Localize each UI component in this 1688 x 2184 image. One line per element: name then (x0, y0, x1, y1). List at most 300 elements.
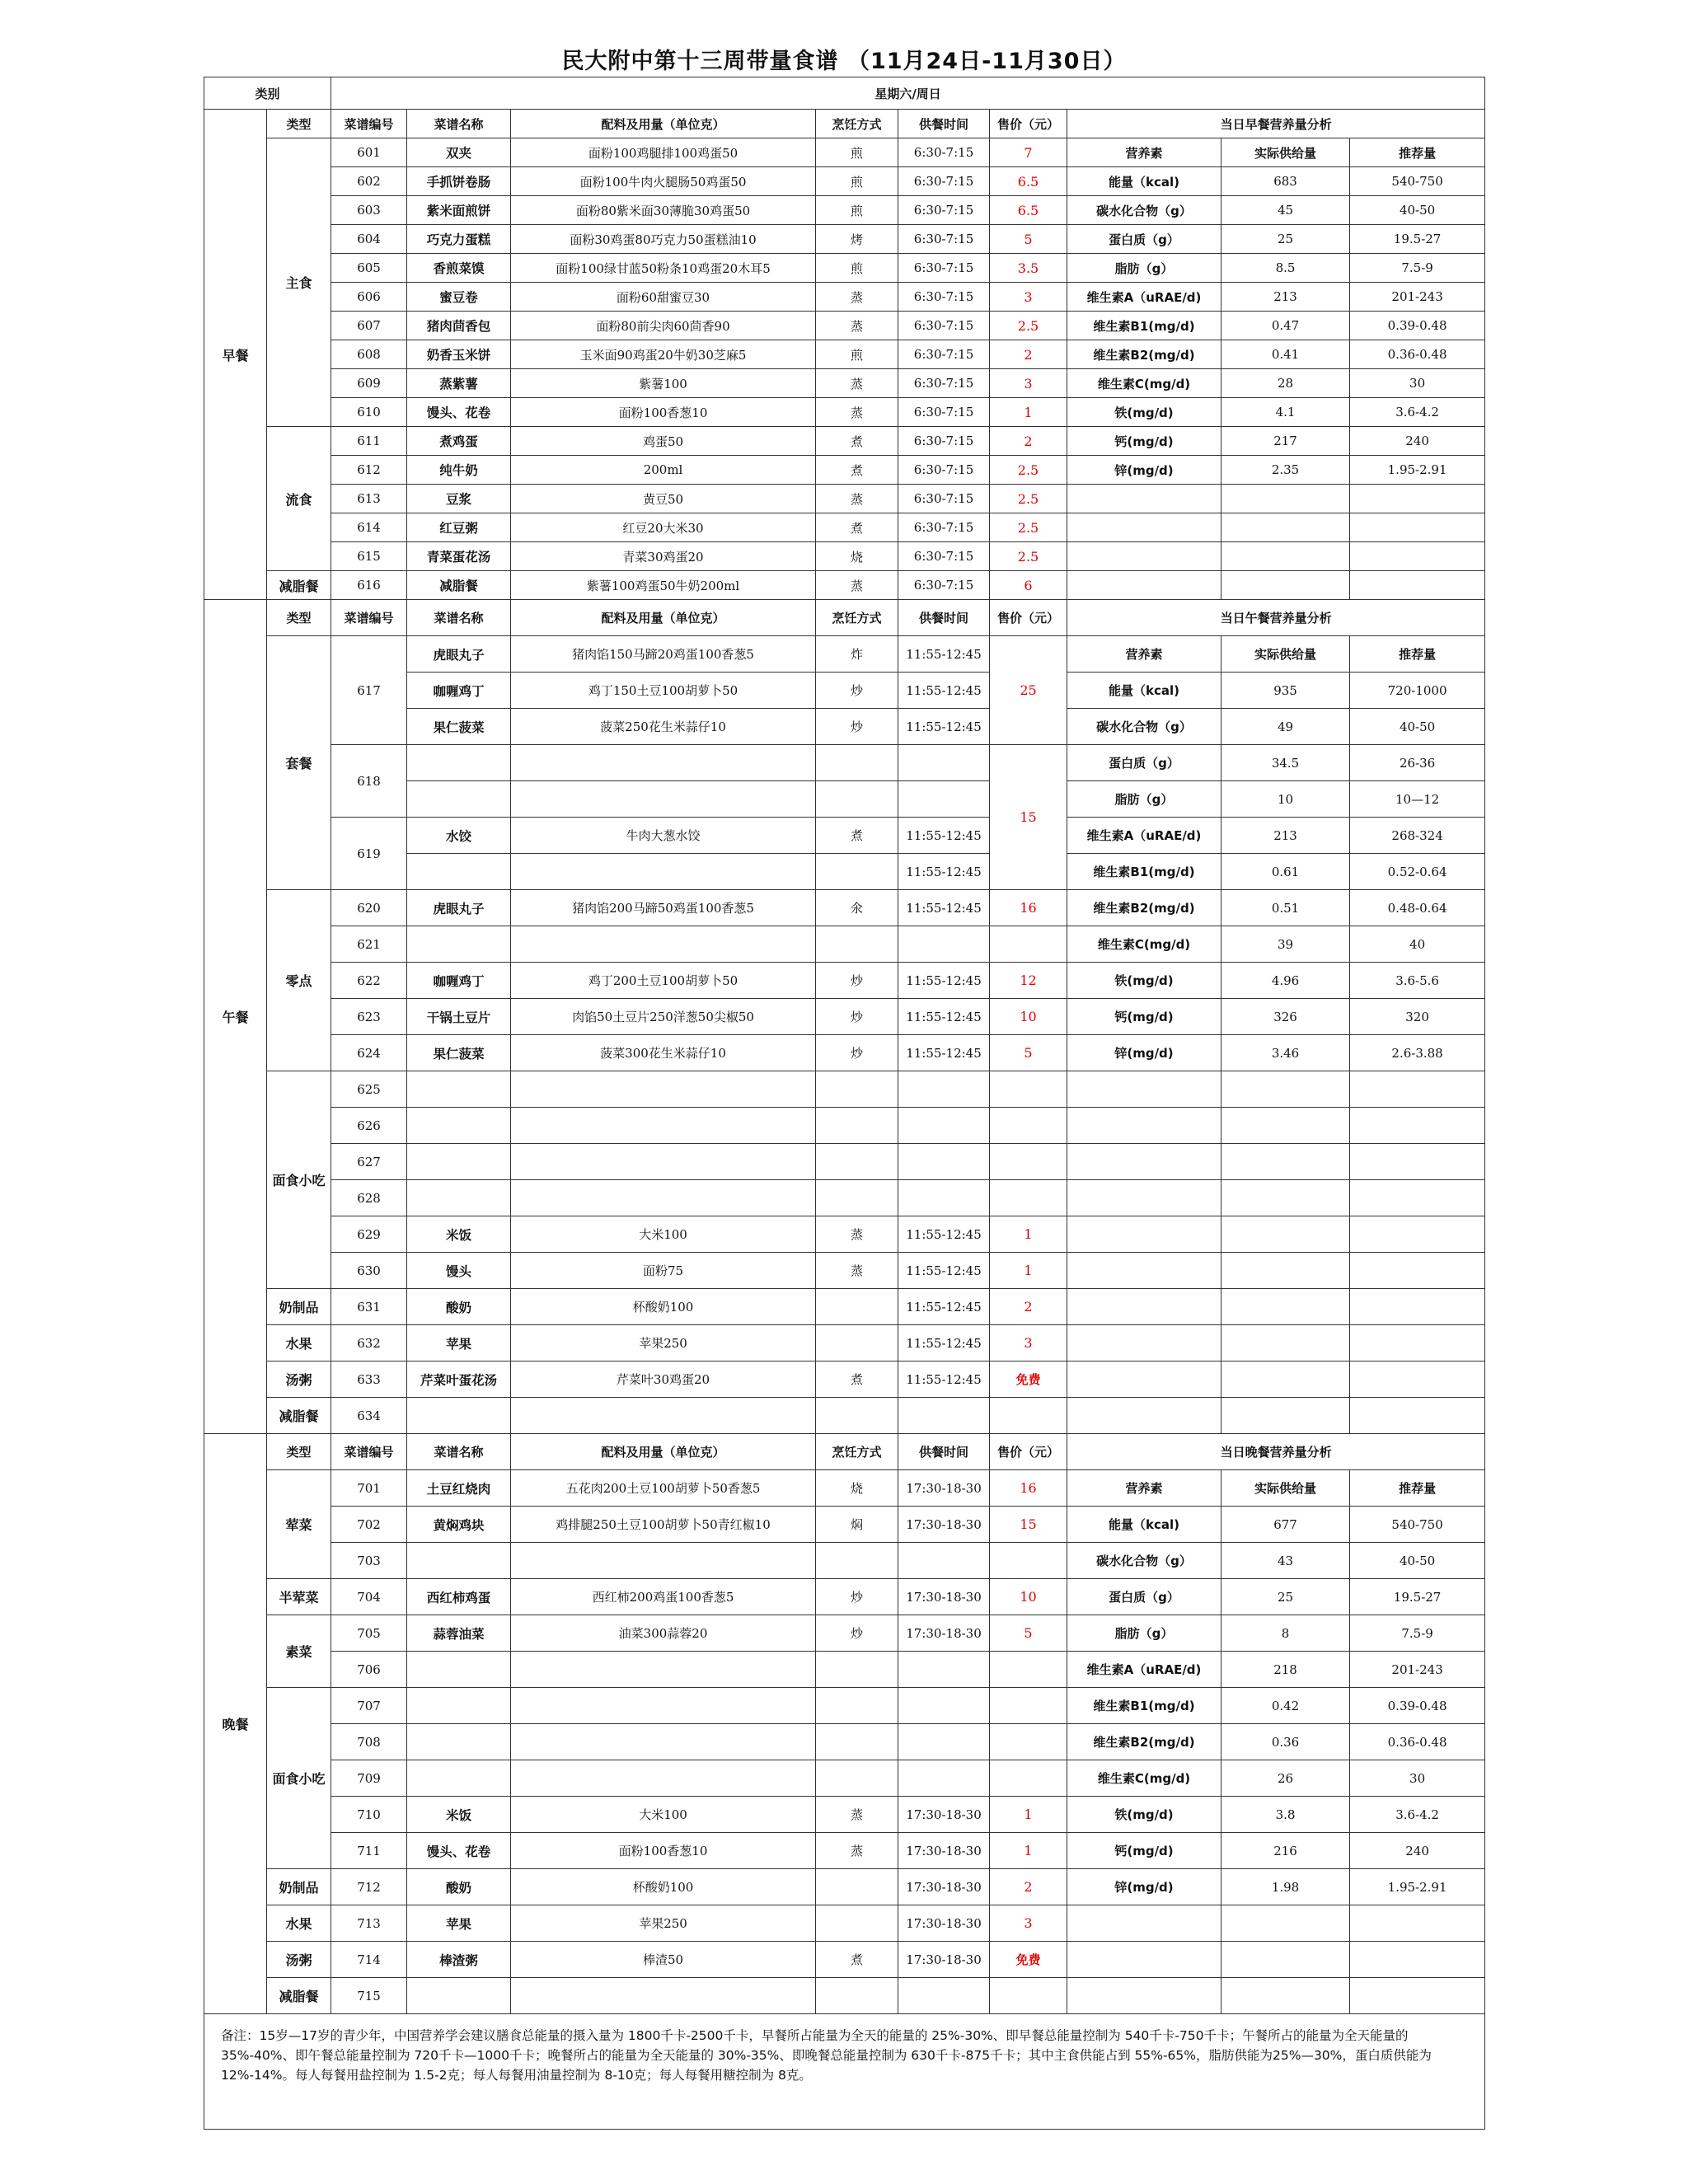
actual-header: 实际供给量 (1221, 636, 1350, 673)
dish-method (816, 926, 898, 963)
dish-name: 蜜豆卷 (407, 283, 511, 312)
table-cell (1221, 1108, 1350, 1144)
table-row (204, 398, 1485, 427)
table-row (204, 254, 1485, 283)
dish-code: 710 (331, 1797, 407, 1833)
table-cell (407, 781, 511, 818)
dish-method: 煎 (816, 196, 898, 225)
dish-name: 咖喱鸡丁 (407, 673, 511, 709)
table-cell (816, 745, 898, 781)
dish-name (407, 1688, 511, 1724)
page-title: 民大附中第十三周带量食谱 （11月24日-11月30日） (561, 49, 1127, 74)
table-row (204, 1507, 1485, 1543)
nutrient-actual: 0.36 (1221, 1724, 1350, 1760)
table-cell (1067, 1905, 1221, 1942)
dish-time (898, 1760, 990, 1797)
dish-method: 炒 (816, 1615, 898, 1652)
dish-time: 6:30-7:15 (898, 254, 990, 283)
dish-code: 706 (331, 1652, 407, 1688)
dish-ingredients: 面粉100香葱10 (511, 398, 816, 427)
dish-name: 奶香玉米饼 (407, 340, 511, 369)
nutrient-name: 钙(mg/d) (1067, 427, 1221, 456)
dish-time (898, 1724, 990, 1760)
dish-price: 3 (990, 369, 1067, 398)
dish-code: 628 (331, 1180, 407, 1216)
table-cell (1350, 1108, 1485, 1144)
table-cell (1067, 1942, 1221, 1978)
nutrient-actual: 0.41 (1221, 340, 1350, 369)
method-header: 烹饪方式 (816, 110, 898, 138)
dish-price: 3 (990, 283, 1067, 312)
dish-ingredients: 猪肉馅200马蹄50鸡蛋100香葱5 (511, 890, 816, 926)
table-cell (1350, 1361, 1485, 1398)
meal-label: 午餐 (204, 600, 267, 1434)
dish-name (407, 1724, 511, 1760)
table-cell (1221, 1325, 1350, 1361)
dish-time: 11:55-12:45 (898, 673, 990, 709)
dish-code: 629 (331, 1216, 407, 1253)
nutrient-actual: 216 (1221, 1833, 1350, 1869)
category-label: 零点 (267, 890, 331, 1071)
dish-price: 12 (990, 963, 1067, 999)
recommended-header: 推荐量 (1350, 1470, 1485, 1507)
dish-time: 11:55-12:45 (898, 999, 990, 1035)
dish-name: 巧克力蛋糕 (407, 225, 511, 254)
dish-name (407, 926, 511, 963)
nutrient-actual: 25 (1221, 225, 1350, 254)
dish-code: 713 (331, 1905, 407, 1942)
dish-code: 625 (331, 1071, 407, 1108)
nutrient-header: 营养素 (1067, 1470, 1221, 1507)
table-cell (1221, 1978, 1350, 2014)
table-cell (1350, 571, 1485, 600)
table-row (204, 196, 1485, 225)
table-cell (1067, 571, 1221, 600)
dish-time: 6:30-7:15 (898, 369, 990, 398)
dish-method: 蒸 (816, 1797, 898, 1833)
table-cell (1350, 1325, 1485, 1361)
nutrient-actual: 49 (1221, 709, 1350, 745)
dish-code: 632 (331, 1325, 407, 1361)
dish-code: 613 (331, 485, 407, 513)
dish-price: 1 (990, 1833, 1067, 1869)
nutrient-actual: 0.47 (1221, 312, 1350, 340)
dish-price: 3 (990, 1905, 1067, 1942)
dish-ingredients: 油菜300蒜蓉20 (511, 1615, 816, 1652)
nutrient-name: 铁(mg/d) (1067, 963, 1221, 999)
dish-time: 11:55-12:45 (898, 963, 990, 999)
dish-time: 17:30-18-30 (898, 1833, 990, 1869)
dish-name (407, 1543, 511, 1579)
table-row (204, 1470, 1485, 1507)
dish-price: 16 (990, 1470, 1067, 1507)
table-row (204, 138, 1485, 167)
table-cell (1350, 1905, 1485, 1942)
dish-code: 703 (331, 1543, 407, 1579)
dish-method: 蒸 (816, 312, 898, 340)
dish-code: 609 (331, 369, 407, 398)
category-label: 主食 (267, 138, 331, 427)
nutrient-name: 维生素B2(mg/d) (1067, 1724, 1221, 1760)
dish-time (898, 1144, 990, 1180)
nutrition-title: 当日早餐营养量分析 (1067, 110, 1485, 138)
dish-price: 2.5 (990, 485, 1067, 513)
dish-method: 烧 (816, 542, 898, 571)
table-row (204, 1869, 1485, 1905)
dish-time: 17:30-18-30 (898, 1869, 990, 1905)
dish-code: 603 (331, 196, 407, 225)
dish-ingredients: 红豆20大米30 (511, 513, 816, 542)
table-row (204, 369, 1485, 398)
dish-ingredients: 鸡丁200土豆100胡萝卜50 (511, 963, 816, 999)
category-header: 类别 (204, 77, 331, 110)
table-row (204, 1144, 1485, 1180)
header-row (204, 600, 1485, 636)
dish-name: 青菜蛋花汤 (407, 542, 511, 571)
dish-code: 615 (331, 542, 407, 571)
dish-method (816, 1108, 898, 1144)
table-cell (1221, 1071, 1350, 1108)
dish-price: 2.5 (990, 542, 1067, 571)
table-cell (1350, 1978, 1485, 2014)
dish-code: 602 (331, 167, 407, 196)
dish-time: 11:55-12:45 (898, 854, 990, 890)
nutrient-recommended: 0.39-0.48 (1350, 312, 1485, 340)
table-cell (1221, 1398, 1350, 1434)
dish-time: 6:30-7:15 (898, 312, 990, 340)
dish-method (816, 1869, 898, 1905)
dish-method: 炒 (816, 709, 898, 745)
meal-label: 晚餐 (204, 1434, 267, 2014)
dish-price: 2 (990, 340, 1067, 369)
dish-price (990, 1180, 1067, 1216)
table-row (204, 890, 1485, 926)
dish-time: 11:55-12:45 (898, 1253, 990, 1289)
category-label: 减脂餐 (267, 571, 331, 600)
dish-name: 土豆红烧肉 (407, 1470, 511, 1507)
nutrient-recommended: 320 (1350, 999, 1485, 1035)
nutrient-actual: 217 (1221, 427, 1350, 456)
nutrient-actual: 26 (1221, 1760, 1350, 1797)
dish-name (407, 1180, 511, 1216)
nutrient-name: 脂肪（g） (1067, 781, 1221, 818)
dish-name (407, 1144, 511, 1180)
table-row (204, 1289, 1485, 1325)
table-cell (1221, 1361, 1350, 1398)
dish-price: 5 (990, 1035, 1067, 1071)
table-row (204, 1325, 1485, 1361)
dish-ingredients: 杯酸奶100 (511, 1289, 816, 1325)
dish-time: 17:30-18-30 (898, 1579, 990, 1615)
dish-time: 11:55-12:45 (898, 636, 990, 673)
recommended-header: 推荐量 (1350, 636, 1485, 673)
table-cell (1350, 513, 1485, 542)
nutrient-name: 维生素B1(mg/d) (1067, 1688, 1221, 1724)
nutrient-actual: 8.5 (1221, 254, 1350, 283)
table-cell (1221, 513, 1350, 542)
table-row (204, 963, 1485, 999)
dish-method: 蒸 (816, 369, 898, 398)
actual-header: 实际供给量 (1221, 1470, 1350, 1507)
category-label: 素菜 (267, 1615, 331, 1688)
dish-time: 6:30-7:15 (898, 196, 990, 225)
code-header: 菜谱编号 (331, 1434, 407, 1470)
nutrient-actual: 218 (1221, 1652, 1350, 1688)
table-row (204, 1724, 1485, 1760)
dish-code: 712 (331, 1869, 407, 1905)
table-row (204, 1942, 1485, 1978)
nutrient-recommended: 268-324 (1350, 818, 1485, 854)
dish-time: 6:30-7:15 (898, 542, 990, 571)
dish-ingredients (511, 1543, 816, 1579)
nutrient-recommended: 40-50 (1350, 709, 1485, 745)
nutrient-name: 碳水化合物（g） (1067, 1543, 1221, 1579)
header-row (204, 1434, 1485, 1470)
dish-method: 蒸 (816, 1216, 898, 1253)
table-row (204, 636, 1485, 673)
dish-time (898, 1688, 990, 1724)
table-cell (1067, 1144, 1221, 1180)
dish-code: 707 (331, 1688, 407, 1724)
dish-name: 水饺 (407, 818, 511, 854)
dish-price: 25 (990, 636, 1067, 745)
dish-ingredients: 鸡蛋50 (511, 427, 816, 456)
table-row (204, 1108, 1485, 1144)
dish-name: 果仁菠菜 (407, 1035, 511, 1071)
dish-price: 1 (990, 398, 1067, 427)
nutrient-name: 维生素A（uRAE/d) (1067, 1652, 1221, 1688)
dish-method: 炒 (816, 1035, 898, 1071)
nutrient-recommended: 3.6-4.2 (1350, 398, 1485, 427)
nutrition-title: 当日晚餐营养量分析 (1067, 1434, 1485, 1470)
table-cell (1221, 1905, 1350, 1942)
dish-code: 709 (331, 1760, 407, 1797)
nutrient-recommended: 40-50 (1350, 1543, 1485, 1579)
nutrient-recommended: 201-243 (1350, 283, 1485, 312)
dish-price: 免费 (990, 1361, 1067, 1398)
nutrient-actual: 935 (1221, 673, 1350, 709)
time-header: 供餐时间 (898, 600, 990, 636)
nutrient-actual: 326 (1221, 999, 1350, 1035)
nutrient-actual: 213 (1221, 818, 1350, 854)
dish-method (816, 1724, 898, 1760)
nutrient-recommended: 0.36-0.48 (1350, 1724, 1485, 1760)
dish-ingredients (511, 1688, 816, 1724)
table-row (204, 1253, 1485, 1289)
nutrient-name: 碳水化合物（g） (1067, 196, 1221, 225)
table-cell (511, 745, 816, 781)
price-header: 售价（元） (990, 1434, 1067, 1470)
dish-price (990, 1724, 1067, 1760)
dish-code: 708 (331, 1724, 407, 1760)
dish-time: 6:30-7:15 (898, 225, 990, 254)
table-cell (1221, 1216, 1350, 1253)
nutrient-recommended: 40-50 (1350, 196, 1485, 225)
dish-time (898, 1543, 990, 1579)
nutrient-recommended: 3.6-4.2 (1350, 1797, 1485, 1833)
dish-code: 627 (331, 1144, 407, 1180)
dish-time: 11:55-12:45 (898, 1361, 990, 1398)
category-label: 套餐 (267, 636, 331, 890)
dish-ingredients: 苹果250 (511, 1905, 816, 1942)
dish-price: 5 (990, 1615, 1067, 1652)
dish-ingredients: 面粉100绿甘蓝50粉条10鸡蛋20木耳5 (511, 254, 816, 283)
dish-price (990, 1144, 1067, 1180)
dish-method (816, 1325, 898, 1361)
table-row (204, 1615, 1485, 1652)
type-header: 类型 (267, 1434, 331, 1470)
dish-code: 702 (331, 1507, 407, 1543)
table-row (204, 1652, 1485, 1688)
dish-code: 610 (331, 398, 407, 427)
table-cell (1350, 1398, 1485, 1434)
nutrient-recommended: 240 (1350, 427, 1485, 456)
dish-price: 2.5 (990, 312, 1067, 340)
dish-ingredients: 五花肉200土豆100胡萝卜50香葱5 (511, 1470, 816, 1507)
category-label: 汤粥 (267, 1361, 331, 1398)
dish-code: 614 (331, 513, 407, 542)
table-cell (816, 781, 898, 818)
dish-ingredients: 青菜30鸡蛋20 (511, 542, 816, 571)
dish-time: 11:55-12:45 (898, 1216, 990, 1253)
nutrient-name: 碳水化合物（g） (1067, 709, 1221, 745)
dish-name: 米饭 (407, 1216, 511, 1253)
table-row (204, 745, 1485, 781)
nutrient-recommended: 720-1000 (1350, 673, 1485, 709)
nutrient-name: 铁(mg/d) (1067, 398, 1221, 427)
dish-ingredients (511, 1071, 816, 1108)
dish-time: 11:55-12:45 (898, 709, 990, 745)
dish-code: 622 (331, 963, 407, 999)
table-cell (1221, 571, 1350, 600)
nutrient-name: 钙(mg/d) (1067, 1833, 1221, 1869)
table-cell (898, 745, 990, 781)
nutrient-name: 蛋白质（g） (1067, 225, 1221, 254)
table-row (204, 1978, 1485, 2014)
nutrition-title: 当日午餐营养量分析 (1067, 600, 1485, 636)
time-header: 供餐时间 (898, 110, 990, 138)
dish-name: 双夹 (407, 138, 511, 167)
category-label: 半荤菜 (267, 1579, 331, 1615)
table-row (204, 1180, 1485, 1216)
dish-name: 红豆粥 (407, 513, 511, 542)
nutrient-recommended: 240 (1350, 1833, 1485, 1869)
dish-name (407, 1108, 511, 1144)
table-row (204, 1797, 1485, 1833)
dish-ingredients: 面粉60甜蜜豆30 (511, 283, 816, 312)
dish-ingredients: 紫薯100 (511, 369, 816, 398)
dish-method: 氽 (816, 890, 898, 926)
dish-ingredients: 紫薯100鸡蛋50牛奶200ml (511, 571, 816, 600)
dish-method: 烤 (816, 225, 898, 254)
dish-method (816, 1543, 898, 1579)
table-row (204, 1833, 1485, 1869)
dish-price: 10 (990, 999, 1067, 1035)
table-row (204, 1543, 1485, 1579)
table-cell (1067, 1361, 1221, 1398)
nutrient-actual: 4.96 (1221, 963, 1350, 999)
dish-code: 714 (331, 1942, 407, 1978)
dish-time: 17:30-18-30 (898, 1942, 990, 1978)
nutrient-recommended: 1.95-2.91 (1350, 1869, 1485, 1905)
nutrient-name: 维生素B2(mg/d) (1067, 890, 1221, 926)
nutrient-recommended: 0.36-0.48 (1350, 340, 1485, 369)
nutrient-name: 维生素B1(mg/d) (1067, 854, 1221, 890)
table-cell (511, 854, 816, 890)
nutrient-actual: 43 (1221, 1543, 1350, 1579)
dish-price: 6 (990, 571, 1067, 600)
nutrient-recommended: 19.5-27 (1350, 225, 1485, 254)
dish-ingredients: 猪肉馅150马蹄20鸡蛋100香葱5 (511, 636, 816, 673)
dish-price: 6.5 (990, 196, 1067, 225)
dish-time (898, 1108, 990, 1144)
nutrient-recommended: 10—12 (1350, 781, 1485, 818)
dish-price: 10 (990, 1579, 1067, 1615)
table-row (204, 427, 1485, 456)
dish-price (990, 1978, 1067, 2014)
dish-code: 605 (331, 254, 407, 283)
nutrient-actual: 10 (1221, 781, 1350, 818)
nutrient-name: 能量（kcal) (1067, 673, 1221, 709)
dish-method: 煎 (816, 167, 898, 196)
dish-method: 炒 (816, 999, 898, 1035)
dish-ingredients: 苹果250 (511, 1325, 816, 1361)
dish-time: 11:55-12:45 (898, 1035, 990, 1071)
nutrient-recommended: 7.5-9 (1350, 254, 1485, 283)
dish-ingredients (511, 926, 816, 963)
nutrient-actual: 34.5 (1221, 745, 1350, 781)
nutrient-actual: 4.1 (1221, 398, 1350, 427)
type-header: 类型 (267, 600, 331, 636)
dish-method (816, 1978, 898, 2014)
dish-method: 蒸 (816, 283, 898, 312)
dish-code: 620 (331, 890, 407, 926)
nutrient-actual: 3.8 (1221, 1797, 1350, 1833)
dish-code: 621 (331, 926, 407, 963)
dish-code: 633 (331, 1361, 407, 1398)
dish-time: 17:30-18-30 (898, 1507, 990, 1543)
dish-method: 煮 (816, 818, 898, 854)
table-cell (1067, 485, 1221, 513)
dish-name: 酸奶 (407, 1869, 511, 1905)
dish-ingredients: 肉馅50土豆片250洋葱50尖椒50 (511, 999, 816, 1035)
nutrient-recommended: 26-36 (1350, 745, 1485, 781)
dish-price: 15 (990, 745, 1067, 890)
dish-ingredients: 大米100 (511, 1797, 816, 1833)
dish-price (990, 1398, 1067, 1434)
nutrient-recommended: 30 (1350, 1760, 1485, 1797)
dish-ingredients: 面粉30鸡蛋80巧克力50蛋糕油10 (511, 225, 816, 254)
table-row (204, 1579, 1485, 1615)
dish-ingredients: 芹菜叶30鸡蛋20 (511, 1361, 816, 1398)
dish-name: 馒头、花卷 (407, 398, 511, 427)
dish-name: 馒头、花卷 (407, 1833, 511, 1869)
dish-ingredients: 面粉75 (511, 1253, 816, 1289)
table-cell (1067, 1180, 1221, 1216)
nutrient-name: 脂肪（g） (1067, 254, 1221, 283)
dish-code: 634 (331, 1398, 407, 1434)
dish-code: 626 (331, 1108, 407, 1144)
dish-name: 西红柿鸡蛋 (407, 1579, 511, 1615)
dish-time: 6:30-7:15 (898, 283, 990, 312)
dish-method: 煎 (816, 254, 898, 283)
table-row (204, 1760, 1485, 1797)
dish-time: 11:55-12:45 (898, 890, 990, 926)
nutrient-recommended: 2.6-3.88 (1350, 1035, 1485, 1071)
dish-ingredients: 面粉100牛肉火腿肠50鸡蛋50 (511, 167, 816, 196)
table-cell (1350, 1180, 1485, 1216)
dish-method: 煎 (816, 340, 898, 369)
